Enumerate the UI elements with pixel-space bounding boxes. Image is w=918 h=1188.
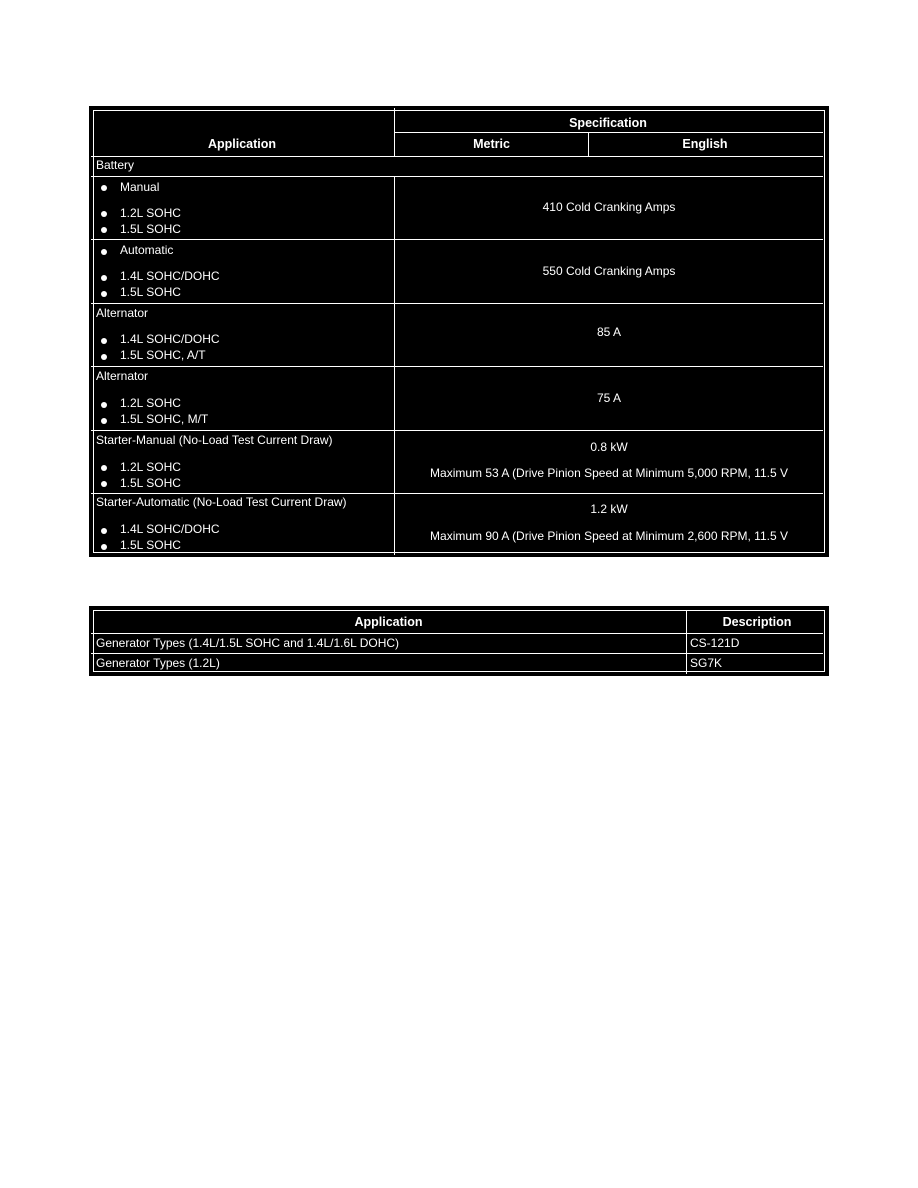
gen-row-description: SG7K — [690, 656, 723, 670]
bullet-icon — [101, 249, 107, 255]
spec-item: 1.5L SOHC — [120, 222, 181, 236]
bullet-icon — [101, 291, 107, 297]
bullet-icon — [101, 402, 107, 408]
gen-row-description: CS-121D — [690, 636, 740, 650]
spec-title: Alternator — [96, 306, 149, 320]
bullet-icon — [101, 465, 107, 471]
gen-header-application: Application — [354, 615, 423, 629]
spec-item: 1.5L SOHC — [120, 285, 181, 299]
gen-header-description: Description — [722, 615, 792, 629]
spec-value: 550 Cold Cranking Amps — [542, 264, 676, 278]
spec-item: 1.2L SOHC — [120, 396, 181, 410]
bullet-icon — [101, 354, 107, 360]
spec-item: 1.5L SOHC — [120, 538, 181, 552]
spec-row — [91, 303, 827, 366]
spec-value-detail: Maximum 53 A (Drive Pinion Speed at Minimum 5,000 RPM, 11.5 V — [430, 466, 788, 480]
header-application: Application — [207, 137, 277, 151]
spec-value: 410 Cold Cranking Amps — [542, 200, 676, 214]
spec-item: 1.4L SOHC/DOHC — [120, 269, 220, 283]
bullet-icon — [101, 544, 107, 550]
spec-item: Manual — [120, 180, 160, 194]
bullet-icon — [101, 528, 107, 534]
bullet-icon — [101, 481, 107, 487]
spec-value: 1.2 kW — [590, 502, 628, 516]
battery-label: Battery — [96, 158, 135, 172]
spec-title: Starter-Manual (No-Load Test Current Draw) — [96, 433, 333, 447]
bullet-icon — [101, 211, 107, 217]
spec-title: Alternator — [96, 369, 149, 383]
gen-row-application: Generator Types (1.2L) — [96, 656, 220, 670]
spec-value: 75 A — [596, 391, 622, 405]
spec-title: Starter-Automatic (No-Load Test Current Draw) — [96, 495, 347, 509]
spec-item: 1.5L SOHC, M/T — [120, 412, 209, 426]
spec-value: 85 A — [596, 325, 622, 339]
bullet-icon — [101, 227, 107, 233]
spec-value-detail: Maximum 90 A (Drive Pinion Speed at Minimum 2,600 RPM, 11.5 V — [430, 529, 788, 543]
spec-item: 1.5L SOHC — [120, 476, 181, 490]
spec-row — [91, 493, 827, 555]
bullet-icon — [101, 418, 107, 424]
spec-row — [91, 176, 827, 239]
specification-table — [89, 106, 829, 557]
bullet-icon — [101, 338, 107, 344]
spec-item: 1.2L SOHC — [120, 206, 181, 220]
spec-row — [91, 366, 827, 430]
bullet-icon — [101, 185, 107, 191]
spec-value: 0.8 kW — [590, 440, 628, 454]
generator-table — [89, 606, 829, 676]
spec-item: 1.4L SOHC/DOHC — [120, 522, 220, 536]
bullet-icon — [101, 275, 107, 281]
header-metric: Metric — [473, 137, 510, 151]
header-english: English — [682, 137, 728, 151]
header-specification: Specification — [569, 116, 647, 130]
gen-row-application: Generator Types (1.4L/1.5L SOHC and 1.4L/1.6L DOHC) — [96, 636, 400, 650]
spec-item: Automatic — [120, 243, 174, 257]
spec-item: 1.2L SOHC — [120, 460, 181, 474]
spec-item: 1.5L SOHC, A/T — [120, 348, 206, 362]
spec-row — [91, 239, 827, 303]
spec-row — [91, 430, 827, 493]
spec-item: 1.4L SOHC/DOHC — [120, 332, 220, 346]
